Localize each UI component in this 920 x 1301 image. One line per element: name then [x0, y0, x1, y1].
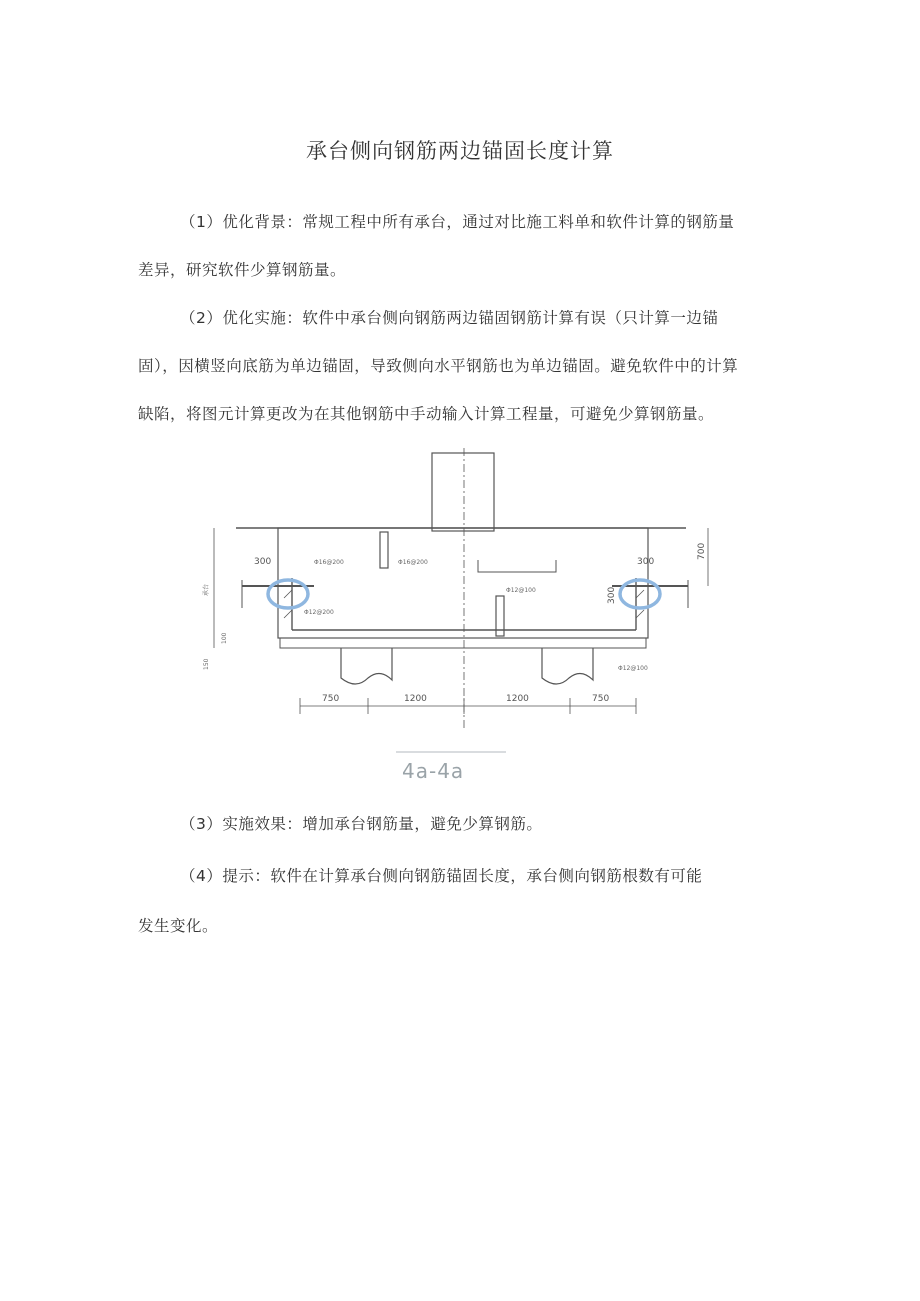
rebar-label-left: Φ12@200	[304, 609, 334, 616]
mid-hook-rebar	[478, 560, 556, 572]
left-inner-bar	[380, 532, 388, 568]
document-title: 承台侧向钢筋两边锚固长度计算	[306, 139, 614, 163]
paragraph-line: （3）实施效果：增加承台钢筋量，避免少算钢筋。	[180, 815, 543, 833]
paragraph-line: 缺陷，将图元计算更改为在其他钢筋中手动输入计算工程量，可避免少算钢筋量。	[138, 405, 715, 423]
label-top-mid: Φ16@200	[398, 559, 428, 566]
label-top-left: Φ16@200	[314, 559, 344, 566]
left-vertical-label: 承台	[203, 583, 210, 596]
dim-750-left: 750	[322, 694, 340, 704]
paragraph-line: 差异，研究软件少算钢筋量。	[138, 261, 347, 279]
right-pile	[542, 648, 593, 684]
dim-750-right: 750	[592, 694, 610, 704]
cap-outline	[278, 528, 648, 638]
dim-right-vertical-300: 300	[607, 586, 617, 604]
column-outline	[432, 453, 494, 531]
paragraph-line: （4）提示：软件在计算承台侧向钢筋锚固长度，承台侧向钢筋根数有可能	[180, 867, 703, 885]
dim-left-300: 300	[254, 557, 272, 567]
pile-cap-section-drawing	[196, 448, 716, 788]
left-pile	[341, 648, 392, 684]
section-caption: 4a-4a	[402, 759, 465, 783]
paragraph-line: 发生变化。	[138, 917, 219, 935]
left-dim-100: 100	[221, 632, 228, 644]
paragraph-line: 固），因横竖向底筋为单边锚固，导致侧向水平钢筋也为单边锚固。避免软件中的计算	[138, 357, 739, 375]
left-dim-150: 150	[203, 658, 210, 670]
dim-1200-left: 1200	[404, 694, 427, 704]
rebar-label-mid: Φ12@100	[506, 587, 536, 594]
section-svg	[196, 448, 716, 788]
cushion-layer	[280, 638, 646, 648]
dim-1200-right: 1200	[506, 694, 529, 704]
dim-right-300: 300	[637, 557, 655, 567]
dim-700: 700	[697, 542, 707, 560]
rebar-label-bottom-right: Φ12@100	[618, 665, 648, 672]
paragraph-line: （1）优化背景：常规工程中所有承台，通过对比施工料单和软件计算的钢筋量	[180, 213, 735, 231]
paragraph-line: （2）优化实施：软件中承台侧向钢筋两边锚固钢筋计算有误（只计算一边锚	[180, 309, 719, 327]
